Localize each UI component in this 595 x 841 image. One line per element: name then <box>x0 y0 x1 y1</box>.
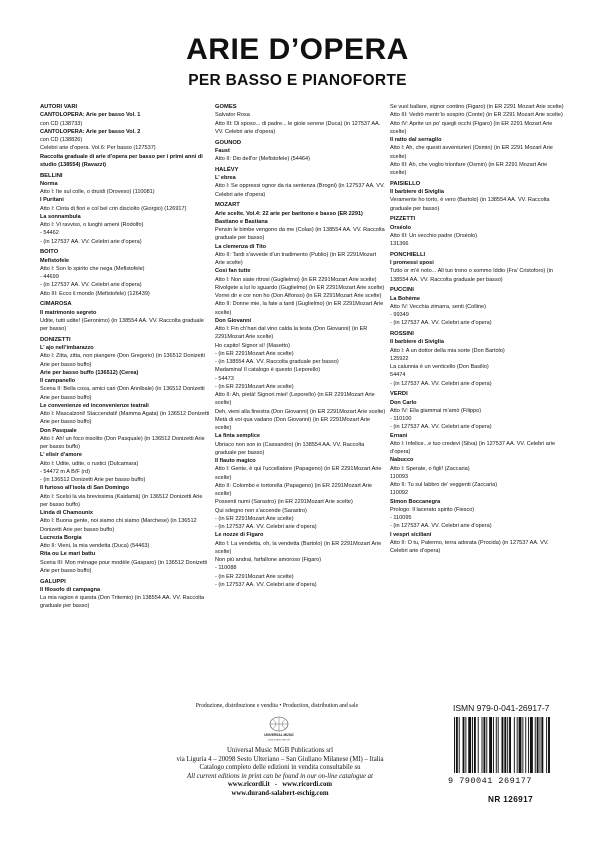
composer-heading: BOITO <box>40 249 59 256</box>
aria-entry: La mia ragion è questa (Don Tritemio) (in 138554 AA. VV. Raccolta graduale per basso) <box>40 595 205 610</box>
catalog-number: NR 126917 <box>488 795 534 804</box>
barcode-bar <box>517 717 518 773</box>
aria-entry: Atto I: Sperate, o figli! (Zaccaria) <box>390 465 470 472</box>
aria-entry: 131366 <box>390 241 409 247</box>
aria-entry: Atto I: Gente, è qui l’uccellatore (Papageno) (in ER 2291Mozart Arie scelte) <box>215 466 382 481</box>
opera-title: Bastiano e Bastiana <box>215 218 268 225</box>
aria-entry: - (in 127537 AA. VV. Celebri arie d’opera) <box>40 238 142 245</box>
barcode-bar <box>486 717 487 773</box>
aria-entry: - (in ER 2291Mozart Arie scelte) <box>215 383 294 390</box>
aria-entry: Se vuol ballare, signor contino (Figaro) (in ER 2291 Mozart Arie scelte) <box>390 104 564 110</box>
barcode-bar <box>456 717 458 773</box>
aria-entry: Deh, vieni alla finestra (Don Giovanni) (in ER 2291Mozart Arie scelte) <box>215 408 386 415</box>
aria-entry: Atto II: Tu sul labbro de’ veggenti (Zaccaria) <box>390 482 498 488</box>
production-line: Produzione, distribuzione e vendita • Production, distribution and sale <box>195 703 359 709</box>
opera-title: Simon Boccanegra <box>390 498 441 505</box>
logo-wordmark: UNIVERSAL MUSIC <box>264 733 294 737</box>
barcode-bar <box>528 717 529 773</box>
aria-entry: - 44699 <box>40 274 59 280</box>
opera-title: L’ elisir d’amore <box>40 452 82 459</box>
opera-title: Don Carlo <box>390 399 417 406</box>
composer-heading: CIMAROSA <box>40 301 72 308</box>
aria-entry: Atto III: Vedrò mentr’io sospiro (Conte) (in ER 2291 Mozart Arie scelte) <box>390 112 563 119</box>
website-link-durand[interactable]: www.durand-salabert-eschig.com <box>231 789 329 797</box>
aria-entry: Prologo: Il lacerato spirito (Fiesco) <box>390 506 475 513</box>
opera-title: Il filosofo di campagna <box>40 586 101 593</box>
barcode-bar <box>546 717 547 773</box>
aria-entry: - 110100 <box>390 416 412 422</box>
composer-heading: VERDI <box>390 391 408 398</box>
aria-entry: Atto II: Dio dell’or (Mefistofele) (54464) <box>215 156 310 162</box>
aria-entry: La calunnia è un venticello (Don Basilio) <box>390 364 489 370</box>
logo-wordmark-sub: PUBLISHING GROUP <box>268 739 290 742</box>
composer-heading: AUTORI VARI <box>40 104 78 110</box>
barcode-bar <box>489 717 492 773</box>
opera-title: Le convenienze ed inconvenienze teatrali <box>40 402 149 409</box>
aria-entry: Atto II: Tardi s’avvede d’un tradimento (Publio) (in ER 2291Mozart Arie scelte) <box>215 251 377 266</box>
composer-heading: ROSSINI <box>390 331 414 337</box>
aria-entry: Ho capito! Signor sì! (Masetto) <box>215 342 290 349</box>
aria-entry: Metà di voi qua vadano (Don Giovanni) (in ER 2291Mozart Arie scelte) <box>215 416 371 431</box>
aria-entry: Atto I: Infelice...e tuo credevi (Silva) (in 127537 AA. VV. Celebri arie d’opera) <box>390 440 556 455</box>
opera-title: Ernani <box>390 432 408 439</box>
aria-entry: Possenti numi (Sarastro) (in ER 2291Mozart Arie scelte) <box>215 499 353 506</box>
opera-title: Mefistofele <box>40 257 69 264</box>
aria-entry: - (in ER 2291Mozart Arie scelte) <box>215 573 294 580</box>
aria-entry: Scena III: Mon ménage pour modèle (Gasparo) (in 136512 Donizetti Arie per basso buffo) <box>40 559 208 574</box>
aria-entry: Veramente ho torto, è vero (Bartolo) (in 138554 AA. VV. Raccolta graduale per basso) <box>390 197 550 212</box>
aria-entry: Atto IV: Aprite un po’ quegli occhi (Figaro) (in ER 2291 Mozart Arie scelte) <box>390 120 553 135</box>
barcode-bar <box>540 717 541 773</box>
barcode-bar <box>472 717 473 773</box>
opera-title: CANTOLOPERA: Arie per basso Vol. 2 <box>40 128 141 135</box>
opera-title: CANTOLOPERA: Arie per basso Vol. 1 <box>40 112 141 119</box>
opera-title: Il ratto dal serraglio <box>390 137 442 143</box>
aria-entry: Atto I: Ite sul colle, o druidi (Oroveso) (110081) <box>40 189 155 195</box>
opera-title: Lucrezia Borgia <box>40 534 82 541</box>
aria-entry: Atto I: Se oppressi ognor da ria sentenza (Brogni) (in 127537 AA. VV. Celebri arie d’opera) <box>215 183 385 198</box>
aria-entry: - (in ER 2291Mozart Arie scelte) <box>215 515 294 522</box>
aria-entry: - 54473 <box>215 375 234 382</box>
aria-entry: - (in 127537 AA. VV. Celebri arie d’opera) <box>215 581 317 588</box>
composer-heading: GOMES <box>215 104 237 110</box>
aria-entry: Udite, tutti udite! (Geronimo) (in 138554 AA. VV. Raccolta graduale per basso) <box>40 317 204 332</box>
opera-title: La sonnambula <box>40 213 81 220</box>
opera-title: L’ ajo nell’imbarazzo <box>40 345 94 351</box>
footer <box>0 703 595 833</box>
aria-entry: Pensin le bimbe vengono da me (Colas) (in 138554 AA. VV. Raccolta graduale per basso) <box>215 227 385 242</box>
aria-entry: - (in 127537 AA. VV. Celebri arie d’opera) <box>215 524 317 530</box>
barcode-bar <box>504 717 506 773</box>
aria-entry: Atto II: Colombo e tortorella (Papageno) (in ER 2291Mozart Arie scelte) <box>215 482 372 497</box>
aria-entry: Atto III: Un vecchio padre (Orséolo) <box>390 232 477 239</box>
barcode-bar <box>468 717 471 773</box>
barcode-bar <box>454 717 455 773</box>
barcode-bar <box>535 717 536 773</box>
aria-entry: Qui sdegno non s’accende (Sarastro) <box>215 507 307 514</box>
aria-entry: Atto I: La vendetta, oh, la vendetta (Bartolo) (in ER 2291Mozart Arie scelte) <box>215 540 382 555</box>
opera-title: Orséolo <box>390 224 411 231</box>
aria-entry: Atto II: O tu, Palermo, terra adorata (Procida) (in 127537 AA. VV. Celebri arie d’opera) <box>390 539 549 554</box>
composer-heading: GALUPPI <box>40 578 66 585</box>
barcode-number: 9 790041 269177 <box>448 776 533 786</box>
aria-entry: Atto I: Scelsi la via brevissima (Kaidamà) (in 136512 Donizetti Arie per basso buffo) <box>40 493 203 508</box>
aria-entry: - 110095 <box>390 515 412 521</box>
opera-title: Il flauto magico <box>215 458 256 464</box>
composer-heading: PAISIELLO <box>390 180 421 187</box>
opera-title: Rita ou Le mari battu <box>40 551 96 558</box>
barcode-bar <box>478 717 479 773</box>
publisher-name: Universal Music MGB Publications srl <box>226 747 334 754</box>
opera-title: I vespri siciliani <box>390 531 432 538</box>
opera-title: Don Giovanni <box>215 317 252 324</box>
aria-entry: - (in ER 2291Mozart Arie scelte) <box>215 350 294 357</box>
barcode-bar <box>522 717 523 773</box>
aria-entry: - 54462 <box>40 230 59 237</box>
opera-title: Le nozze di Figaro <box>215 532 264 539</box>
composer-heading: PONCHIELLI <box>390 251 426 258</box>
opera-title: Nabucco <box>390 457 414 464</box>
composer-heading: DONIZETTI <box>40 336 71 343</box>
aria-entry: Madamina! Il catalogo è questo (Leporello) <box>215 367 321 374</box>
barcode-bar <box>519 717 522 773</box>
aria-entry: Atto I: Non siate ritrosi (Guglielmo) (in ER 2291Mozart Arie scelte) <box>215 276 377 283</box>
opera-title: Norma <box>40 180 58 187</box>
website-links <box>170 781 390 790</box>
aria-entry: Atto I: Son lo spirito che nega (Mefistofele) <box>40 265 145 272</box>
aria-entry: - (in 127537 AA. VV. Celebri arie d’opera) <box>390 523 492 530</box>
opera-title: Arie scelte. Vol.4: 22 arie per baritono e basso (ER 2291) <box>215 210 363 217</box>
barcode-bar <box>483 717 485 773</box>
barcode-bar <box>537 717 539 773</box>
aria-entry: - (in 127537 AA. VV. Celebri arie d’opera) <box>40 282 142 289</box>
aria-entry: Atto I: Zitta, zitta, non piangere (Don Gregorio) (in 136512 Donizetti Arie per basso buffo) <box>40 353 205 368</box>
opera-title: Il matrimonio segreto <box>40 309 97 316</box>
aria-entry: Atto III: Ecco il mondo (Mefistofele) (126439) <box>40 290 150 297</box>
barcode-bar <box>496 717 497 773</box>
barcode-bar <box>493 717 494 773</box>
aria-entry: Atto I: Fin ch’han dal vino calda la testa (Don Giovanni) (in ER 2291Mozart Arie scelte) <box>215 326 368 341</box>
aria-entry: 125922 <box>390 355 409 362</box>
aria-entry: Atto IV: Ella giammai m’amò (Filippo) <box>390 407 482 414</box>
aria-entry: Atto III: Ah, che voglio trionfare (Osmin) (in ER 2291 Mozart Arie scelte) <box>390 161 548 176</box>
aria-entry: Celebri arie d’opera. Vol.6: Per basso (127537) <box>40 145 156 152</box>
barcode-bar <box>514 717 515 773</box>
aria-entry: 110093 <box>390 473 409 480</box>
aria-entry: - 54472 m A B/F (rd) <box>40 468 90 475</box>
aria-entry: Salvator Rosa <box>215 112 250 119</box>
catalog-column-3 <box>390 103 565 555</box>
opera-title: Il campanello <box>40 378 76 384</box>
barcode-bar <box>482 717 483 773</box>
publisher-address: via Liguria 4 – 20098 Sesto Ulteriano – San Giuliano Milanese (MI) – Italia <box>176 755 384 763</box>
aria-entry: Atto II: Donne mie, la fate a tanti (Guglielmo) (in ER 2291Mozart Arie scelte) <box>215 301 384 316</box>
aria-entry: - 99349 <box>390 312 409 318</box>
opera-title: Don Pasquale <box>40 427 77 434</box>
website-link-ricordi-com[interactable]: www.ricordi.com <box>282 781 333 788</box>
catalog-columns <box>40 103 570 643</box>
opera-title: Faust <box>215 147 230 154</box>
barcode-bar <box>507 717 508 773</box>
aria-entry: Atto II: Ah, pietà! Signori miei! (Leporello) (in ER 2291Mozart Arie scelte) <box>215 392 375 407</box>
aria-entry: - 110088 <box>215 565 237 572</box>
opera-title: Il barbiere di Siviglia <box>390 189 444 195</box>
opera-title: I Puritani <box>40 197 64 204</box>
composer-heading: MOZART <box>215 202 240 209</box>
aria-entry: con CD (138733) <box>40 120 83 127</box>
aria-entry: Atto I: Buona gente, noi siamo chi siamo (Marchese) (in 136512 Donizetti Arie per basso buffo) <box>40 518 197 533</box>
catalog-column-1 <box>40 103 210 611</box>
website-separator: - <box>269 781 283 788</box>
barcode-icon <box>450 717 570 775</box>
aria-entry: Atto I: Udite, udite, o rustici (Dulcamara) <box>40 460 139 467</box>
composer-heading: PUCCINI <box>390 287 414 294</box>
aria-entry: Vorrei dir e cor non ho (Don Alfonso) (in ER 2291Mozart Arie scelte) <box>215 293 382 299</box>
barcode-bar <box>463 717 465 773</box>
opera-title: La finta semplice <box>215 433 261 440</box>
aria-entry: Atto I: Ah! un foco insolito (Don Pasquale) (in 136512 Donizetti Arie per basso buffo) <box>40 435 205 450</box>
aria-entry: Atto II: Vieni, la mia vendetta (Duca) (54463) <box>40 543 150 549</box>
page-subtitle: PER BASSO E PIANOFORTE <box>188 72 407 89</box>
aria-entry: - (in 127537 AA. VV. Celebri arie d’opera) <box>390 380 492 387</box>
barcode-bar <box>465 717 466 773</box>
universal-logo-icon <box>255 715 303 743</box>
barcode-bar <box>502 717 504 773</box>
opera-title: La Bohème <box>390 295 420 302</box>
composer-heading: GOUNOD <box>215 139 242 146</box>
opera-title: I promessi sposi <box>390 260 434 266</box>
barcode-bar <box>530 717 533 773</box>
website-link-ricordi-it[interactable]: www.ricordi.it <box>227 781 270 788</box>
aria-entry: Scena II: Bella cosa, amici cari (Don Annibale) (in 136512 Donizetti Arie per basso buffo) <box>40 386 205 401</box>
aria-entry: Atto I: A un dottor della mia sorte (Don Bartolo) <box>390 347 505 354</box>
aria-entry: Ubriaco non son io (Cassandro) (in 138554 AA. VV. Raccolta graduale per basso) <box>215 441 365 456</box>
opera-title: Linda di Chamounix <box>40 510 94 516</box>
catalog-note-it: Catalogo completo delle edizioni in vendita consultabile su <box>199 764 361 771</box>
opera-title: Raccolta graduale di arie d’opera per basso per i primi anni di studio (138554) (Ravazzi) <box>40 153 203 168</box>
opera-title: Il furioso all’isola di San Domingo <box>40 485 130 492</box>
aria-entry: Rivolgete a lui lo sguardo (Guglielmo) (in ER 2291Mozart Arie scelte) <box>215 284 385 291</box>
aria-entry: Non più andrai, farfallone amoroso (Figaro) <box>215 557 322 563</box>
composer-heading: HALÉVY <box>215 166 239 173</box>
barcode-bar <box>509 717 511 773</box>
catalog-note-en: All current editions in print can be found in our on-line catalogue at <box>187 772 373 780</box>
aria-entry: Atto I: Ah, che questi avventurieri (Osmin) (in ER 2291 Mozart Arie scelte) <box>390 145 553 160</box>
aria-entry: Atto I: Vi ravviso, o luoghi ameni (Rodolfo) <box>40 222 144 228</box>
opera-title: Così fan tutte <box>215 268 251 275</box>
opera-title: La clemenza di Tito <box>215 243 267 250</box>
aria-entry: Atto III: Di sposo... di padre... le gioie serene (Duca) (in 127537 AA. VV. Celebri arie d’opera) <box>215 120 381 135</box>
aria-entry: - (in 127537 AA. VV. Celebri arie d’opera) <box>390 424 492 431</box>
aria-entry: 110092 <box>390 490 409 497</box>
barcode-bar <box>498 717 499 773</box>
aria-entry: Atto IV: Vecchia zimarra, senti (Colline) <box>390 303 486 310</box>
barcode-bar <box>474 717 476 773</box>
composer-heading: BELLINI <box>40 172 63 179</box>
catalog-column-2 <box>215 103 387 589</box>
barcode-bar <box>525 717 526 773</box>
ismn-code: ISMN 979-0-041-26917-7 <box>453 703 550 713</box>
aria-entry: - (in 136512 Donizetti Arie per basso buffo) <box>40 477 146 483</box>
aria-entry: Atto I: Mascalzoni! Staccendati! (Mamma Agata) (in 136512 Donizetti Arie per basso buffo) <box>40 411 210 426</box>
aria-entry: Tutto or m’è noto... All tuo trono o sommo Iddio (Fra’ Cristoforo) (in 138554 AA. VV. Raccolta graduale per basso) <box>390 268 553 283</box>
barcode-bar <box>541 717 543 773</box>
composer-heading: PIZZETTI <box>390 216 416 223</box>
aria-entry: - (in 127537 AA. VV. Celebri arie d’opera) <box>390 320 492 327</box>
aria-entry: Atto I: Cinta di fiori e col bel crin disciolto (Giorgio) (126917) <box>40 205 187 212</box>
opera-title: Il barbiere di Siviglia <box>390 339 444 346</box>
barcode-bar <box>459 717 460 773</box>
opera-title: L’ ebrea <box>215 175 236 181</box>
barcode-bar <box>548 717 550 773</box>
aria-entry: con CD (138826) <box>40 137 83 143</box>
aria-entry: 54474 <box>390 372 406 379</box>
page-title: ARIE D’OPERA <box>186 33 409 66</box>
publisher-block <box>170 747 390 798</box>
aria-entry: - (in 138554 AA. VV. Raccolta graduale per basso) <box>215 359 339 365</box>
opera-title: Arie per basso buffo (136512) (Cerea) <box>40 369 139 376</box>
